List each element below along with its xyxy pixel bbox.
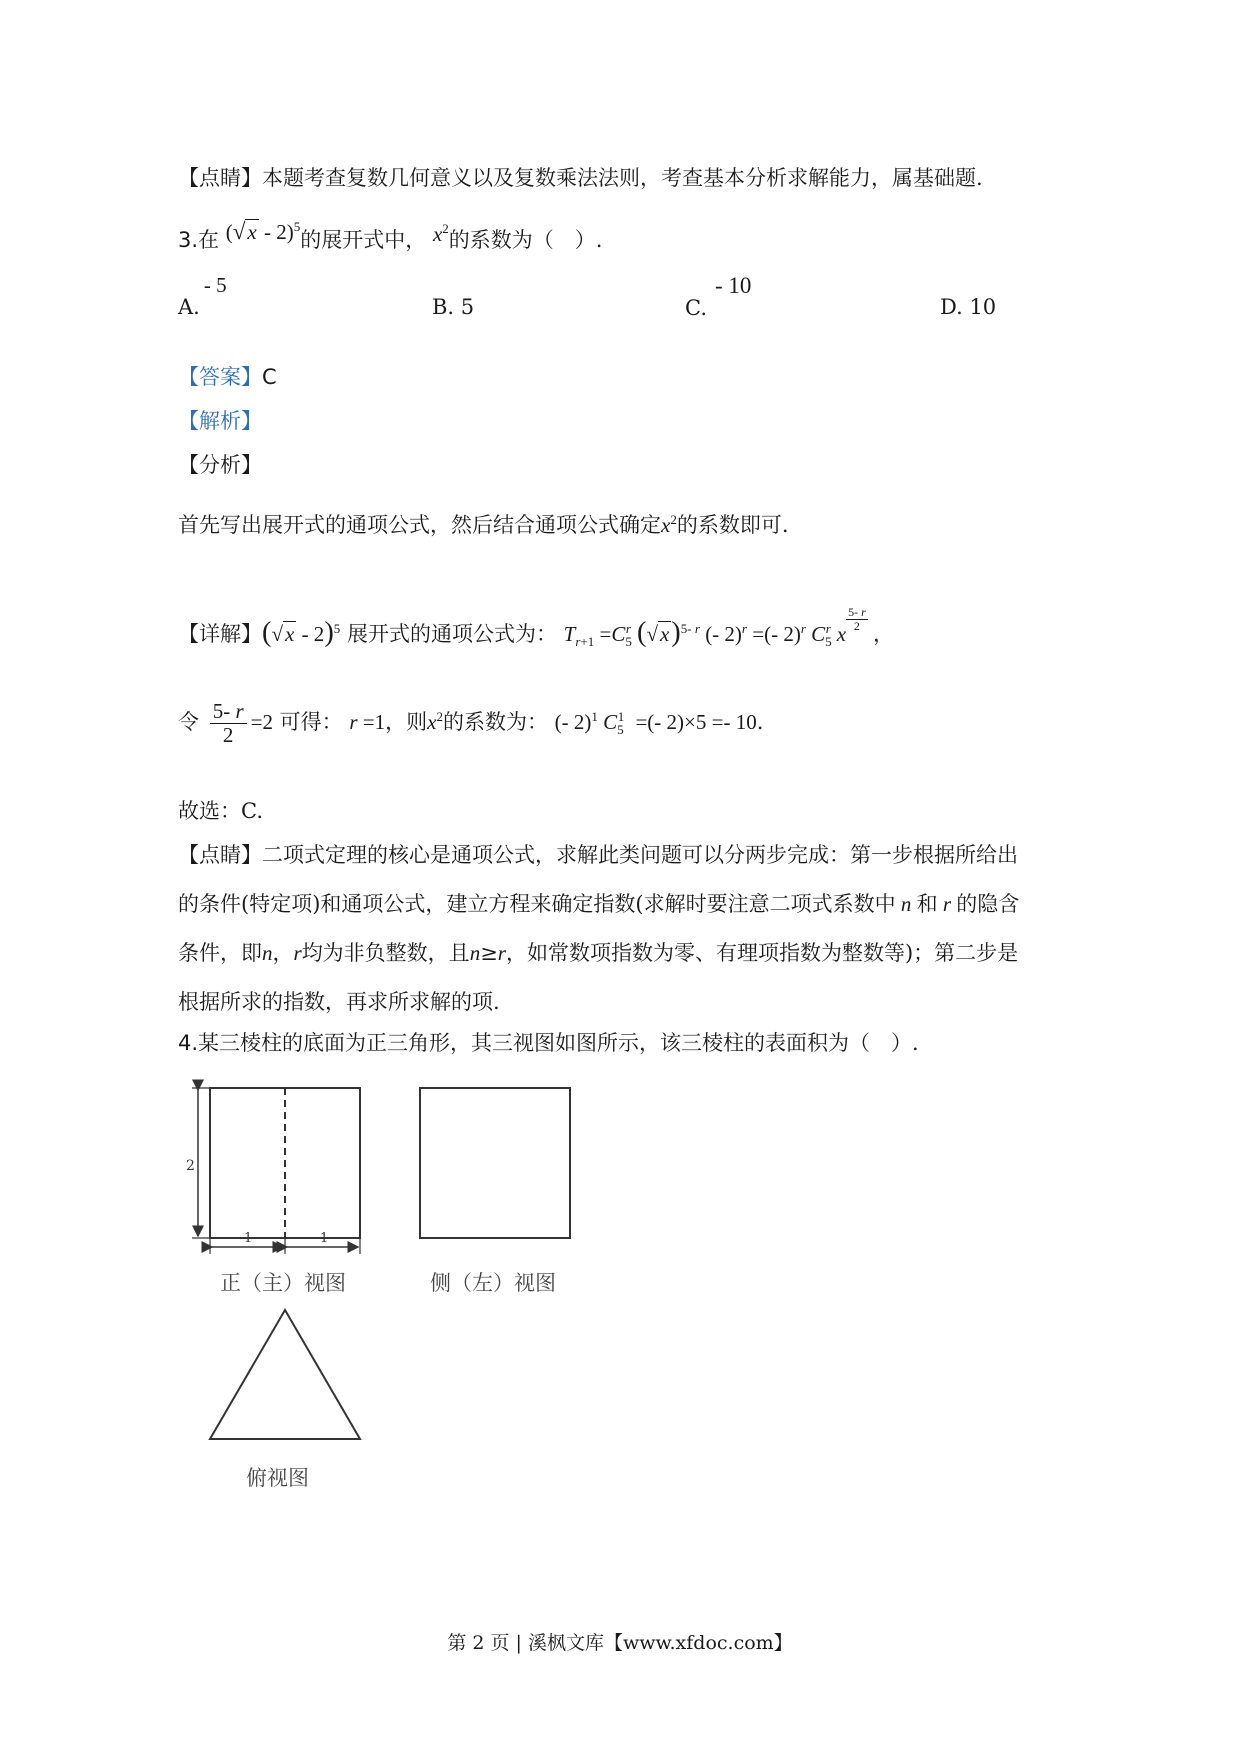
dianjing-line-1: 【点睛】二项式定理的核心是通项公式，求解此类问题可以分两步完成：第一步根据所给出 xyxy=(178,843,1018,867)
fraction-5-r-over-2: $\frac{5- r}{2}$ xyxy=(210,700,247,747)
dianjing-paragraph-1: 【点睛】本题考查复数几何意义以及复数乘法法则，考查基本分析求解能力，属基础题. xyxy=(178,166,983,190)
option-c-value: - 10 xyxy=(715,273,752,298)
let-line: 令 $\frac{5- r}{2}$ =2 可得： r =1，则$x^2$的系数为： (- 2)$^1$ $C_5^1$ =(- 2)×5 =- 10. xyxy=(178,699,764,748)
dianjing-line-4: 根据所求的指数，再求所求解的项. xyxy=(178,990,500,1014)
three-view-figure xyxy=(180,1078,780,1518)
analysis-tag: 【解析】 xyxy=(178,409,262,433)
detail-tag: 【详解】 xyxy=(178,621,262,646)
question-number: 3. xyxy=(178,228,199,252)
option-a-value: - 5 xyxy=(203,273,227,297)
question-4: 4.某三棱柱的底面为正三角形，其三视图如图所示，该三棱柱的表面积为（ ）. xyxy=(178,1031,919,1055)
answer-tag: 【答案】 xyxy=(178,365,262,389)
question-post-2: 的系数为（ ）. xyxy=(448,228,603,252)
question-pre: 在 xyxy=(198,228,220,252)
option-b: B. 5 xyxy=(432,295,475,319)
height-label: 2 xyxy=(186,1158,195,1174)
binomial-expression: (√x - 2)$^5$ xyxy=(225,218,301,244)
guxuan-line: 故选：C. xyxy=(178,799,263,823)
option-c: C.- 10 xyxy=(685,273,752,320)
side-view xyxy=(420,1088,570,1295)
top-view-caption: 俯视图 xyxy=(246,1466,309,1490)
fenxi-tag: 【分析】 xyxy=(178,453,262,477)
front-view xyxy=(186,1088,360,1295)
top-view xyxy=(210,1310,360,1490)
dianjing-line-3: 条件，即n，r均为非负整数，且n≥r，如常数项指数为零、有理项指数为整数等)；第二步是 xyxy=(178,941,1019,965)
front-view-caption: 正（主）视图 xyxy=(220,1271,346,1295)
fenxi-text: 首先写出展开式的通项公式，然后结合通项公式确定$x^2$的系数即可. xyxy=(178,512,789,537)
general-term-formula: $T_{r+1} =C_5^r$ $(√x)^{5- r}$ (- 2)$^r$ =(- 2)$^r$ $C_5^r$ x $\frac{5- r}{2}$ xyxy=(563,605,866,650)
page-footer: 第 2 页 | 溪枫文库【www.xfdoc.com】 xyxy=(447,1632,793,1654)
side-view-caption: 侧（左）视图 xyxy=(430,1271,556,1295)
option-a: A.- 5 xyxy=(178,273,227,319)
width-label-left: 1 xyxy=(244,1231,253,1246)
width-label-right: 1 xyxy=(320,1231,329,1246)
dianjing-line-2: 的条件(特定项)和通项公式，建立方程来确定指数(求解时要注意二项式系数中 n 和 r 的隐含 xyxy=(178,892,1020,916)
x-squared: $x^2$ xyxy=(432,221,449,246)
question-post: 的展开式中， xyxy=(300,228,427,252)
binomial-expression-2: ( xyxy=(262,616,272,648)
coefficient-calculation: (- 2)$^1$ $C_5^1$ =(- 2)×5 =- 10 xyxy=(554,709,757,738)
answer-value: C xyxy=(262,365,277,389)
answer-line xyxy=(178,362,277,392)
detail-line: 【详解】(√x - 2)$^5$ 展开式的通项公式为： $T_{r+1} =C_5^r$ $(√x)^{5- r}$ (- 2)$^r$ =(- 2)$^r$ $C_5^r$ x $\frac{5- r}{2}$ ， xyxy=(178,605,895,650)
question-3 xyxy=(178,218,603,255)
option-d: D. 10 xyxy=(940,295,997,319)
detail-text: 展开式的通项公式为： xyxy=(346,621,557,646)
